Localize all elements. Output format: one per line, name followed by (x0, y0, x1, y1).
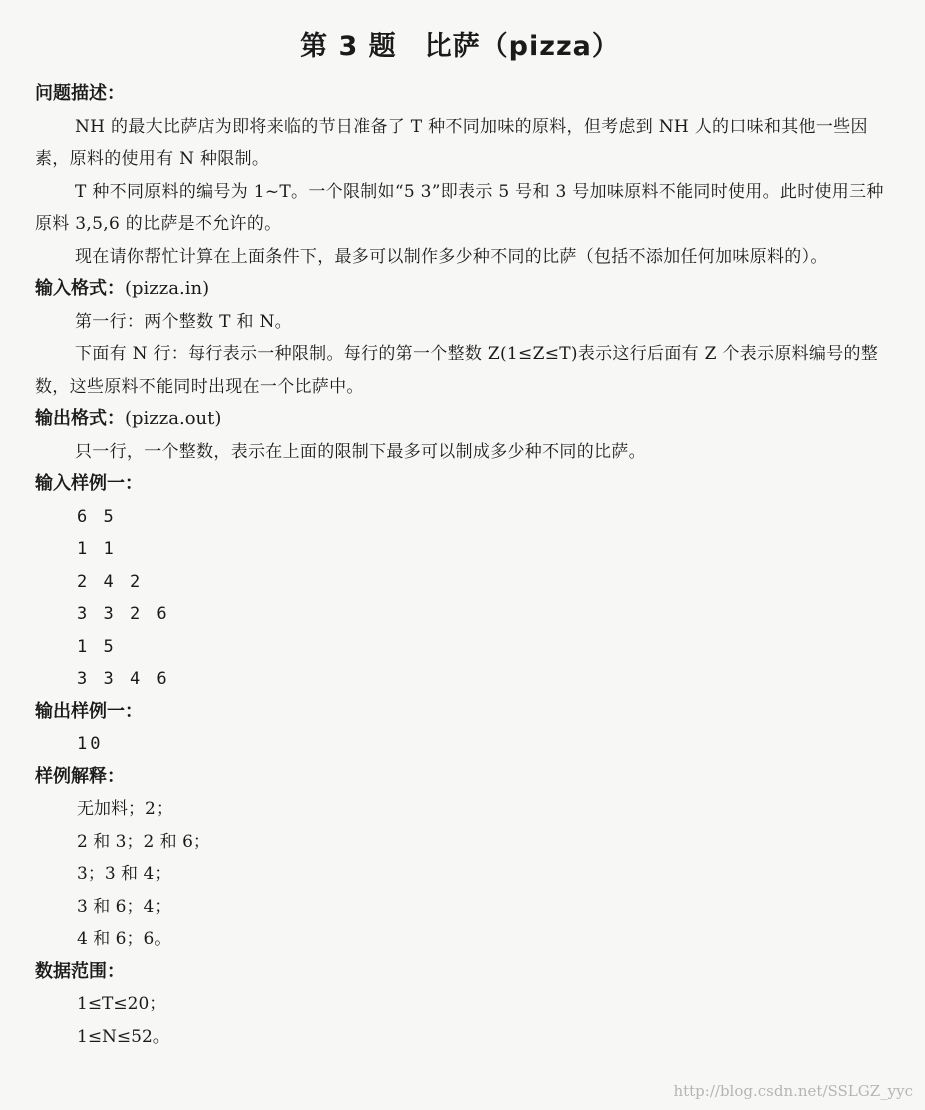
sample-output-section (35, 696, 885, 761)
sample-input-line: 2 4 2 (77, 571, 144, 592)
problem-description-heading: 问题描述： (35, 83, 125, 104)
sample-input-line: 1 1 (77, 539, 117, 559)
explanation-heading: 样例解释： (35, 765, 125, 787)
input-format-paragraph: 下面有 N 行：每行表示一种限制。每行的第一个整数 Z(1≤Z≤T)表示这行后面有 Z 个表示原料编号的整数，这些原料不能同时出现在一个比萨中。 (35, 344, 879, 397)
output-format-section (35, 403, 885, 468)
output-format-heading (35, 403, 885, 436)
explanation-line: 3；3 和 4； (77, 864, 172, 884)
sample-input-section (35, 468, 885, 696)
data-range-line: 1≤N≤52。 (77, 1026, 170, 1047)
sample-input-line: 3 3 4 6 (77, 669, 170, 689)
explanation-line: 无加料；2； (77, 799, 173, 819)
input-file-name: (pizza.in) (125, 278, 210, 299)
explanation-line: 4 和 6；6。 (77, 929, 172, 949)
input-format-label: 输入格式： (35, 278, 125, 299)
sample-input-line: 1 5 (77, 636, 117, 657)
explanation-line: 2 和 3；2 和 6； (77, 831, 210, 852)
explanation-line: 3 和 6；4； (77, 896, 172, 917)
output-file-name: (pizza.out) (125, 408, 222, 429)
problem-paragraph: NH 的最大比萨店为即将来临的节日准备了 T 种不同加味的原料，但考虑到 NH 人的口味和其他一些因素，原料的使用有 N 种限制。 (35, 116, 868, 169)
data-range-section (35, 956, 885, 1054)
data-range-heading: 数据范围： (35, 960, 125, 982)
output-format-label: 输出格式： (35, 408, 125, 429)
sample-input-heading: 输入样例一： (35, 473, 143, 494)
problem-paragraph: T 种不同原料的编号为 1~T。一个限制如“5 3”即表示 5 号和 3 号加味原料不能同时使用。此时使用三种原料 3,5,6 的比萨是不允许的。 (35, 181, 884, 234)
explanation-section (35, 761, 885, 956)
blog-watermark: http://blog.csdn.net/SSLGZ_yyc (673, 1082, 913, 1100)
data-range-line: 1≤T≤20； (77, 994, 167, 1014)
sample-output-line: 10 (77, 734, 104, 754)
problem-title: 第 3 题 比萨（pizza） (300, 31, 620, 62)
input-format-paragraph: 第一行：两个整数 T 和 N。 (75, 311, 292, 332)
sample-input-line: 6 5 (77, 506, 117, 527)
input-format-section (35, 273, 885, 403)
input-format-heading (35, 273, 885, 306)
problem-paragraph: 现在请你帮忙计算在上面条件下，最多可以制作多少种不同的比萨（包括不添加任何加味原料的）。 (75, 246, 828, 267)
problem-description-section (35, 78, 885, 273)
output-format-paragraph: 只一行，一个整数，表示在上面的限制下最多可以制成多少种不同的比萨。 (75, 441, 646, 462)
sample-input-line: 3 3 2 6 (77, 604, 170, 624)
sample-output-heading: 输出样例一： (35, 700, 143, 722)
